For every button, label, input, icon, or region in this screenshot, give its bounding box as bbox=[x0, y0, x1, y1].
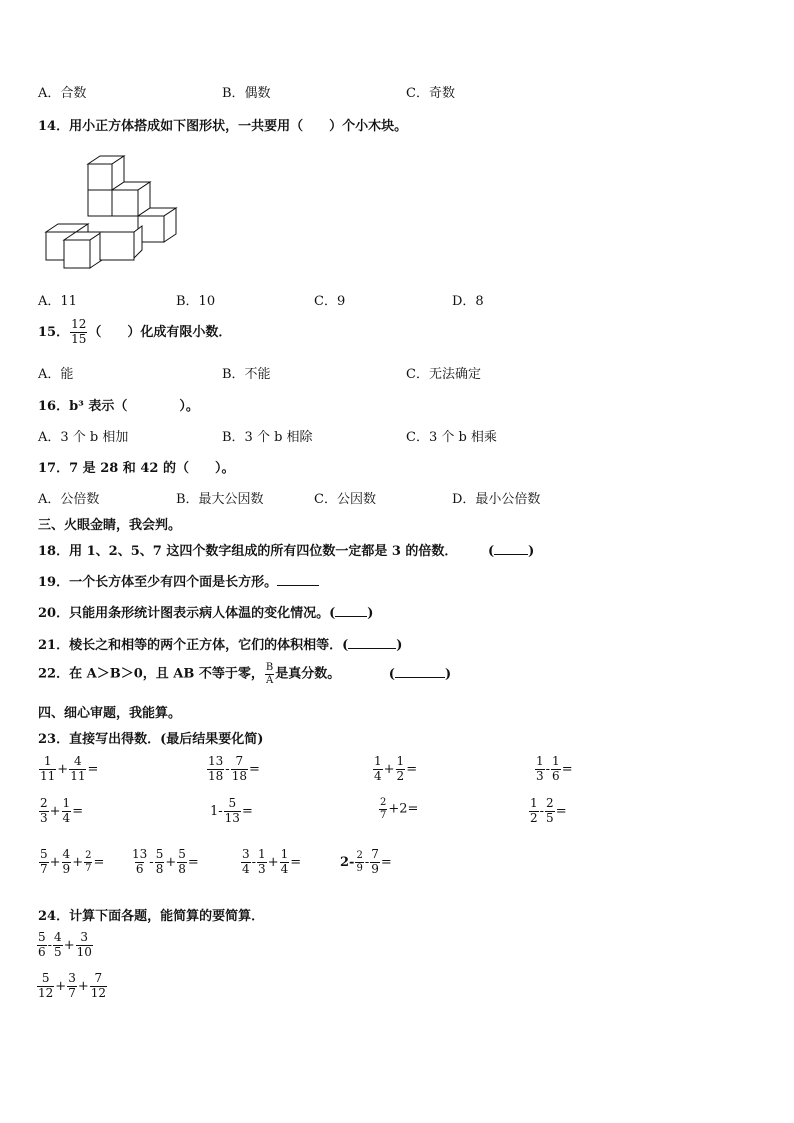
q23-r3-e3: $\frac{3}{4}$ - $\frac{1}{3}$ + $\frac{1}{4}$ = bbox=[242, 847, 302, 876]
q13-option-b: B．偶数 bbox=[222, 86, 271, 101]
q16-option-c: C．3 个 b 相乘 bbox=[406, 430, 497, 445]
q24-expr-1: $\frac{5}{6}$ - $\frac{4}{5}$ + $\frac{3}{10}$ bbox=[38, 930, 92, 959]
q18-text: 18．用 1、2、5、7 这四个数字组成的所有四位数一定都是 3 的倍数． bbox=[38, 544, 458, 559]
q23-r1-e3: $\frac{1}{4}$ + $\frac{1}{2}$ = bbox=[374, 754, 418, 783]
q20-text: 20．只能用条形统计图表示病人体温的变化情况。 bbox=[38, 606, 330, 621]
q22-pre: 22．在 A＞B＞0，且 AB 不等于零， bbox=[38, 666, 264, 682]
q21-answer-paren: ( ) bbox=[342, 638, 403, 653]
q23-r1-e1: $\frac{1}{11}$ + $\frac{4}{11}$ = bbox=[40, 754, 99, 783]
q15-option-a: A．能 bbox=[38, 367, 74, 382]
q23-r3-e1: $\frac{5}{7}$ + $\frac{4}{9}$ + $\frac{2}{7}$ = bbox=[40, 847, 105, 876]
answer-blank[interactable] bbox=[277, 585, 319, 586]
q17-option-a: A．公倍数 bbox=[38, 492, 100, 507]
q17-text: 17．7 是 28 和 42 的（ ）。 bbox=[38, 461, 235, 476]
answer-blank[interactable] bbox=[335, 616, 367, 617]
q14-option-b: B．10 bbox=[176, 294, 216, 309]
q14-option-a: A．11 bbox=[38, 294, 77, 309]
q17-option-c: C．公因数 bbox=[314, 492, 376, 507]
q23-r3-e2: $\frac{13}{6}$ - $\frac{5}{8}$ + $\frac{5}{8}$ = bbox=[132, 847, 199, 876]
q13-option-c: C．奇数 bbox=[406, 86, 455, 101]
q15-line bbox=[38, 318, 231, 347]
q23-text: 23．直接写出得数．(最后结果要化简) bbox=[38, 732, 264, 747]
q14-text: 14．用小正方体搭成如下图形状，一共要用（ ）个小木块。 bbox=[38, 119, 408, 134]
q17-option-b: B．最大公因数 bbox=[176, 492, 264, 507]
q15-text: （ ）化成有限小数． bbox=[88, 324, 232, 340]
q15-option-b: B．不能 bbox=[222, 367, 271, 382]
q16-text: 16．b³ 表示（ ）。 bbox=[38, 399, 199, 414]
section4-title: 四、细心审题，我能算。 bbox=[38, 706, 182, 721]
q23-r2-e3: $\frac{2}{7}$ +2= bbox=[380, 797, 419, 821]
q19-text: 19．一个长方体至少有四个面是长方形。 bbox=[38, 575, 278, 590]
q24-expr-2: $\frac{5}{12}$ + $\frac{3}{7}$ + $\frac{7}{12}$ bbox=[38, 971, 107, 1000]
q23-r1-e4: $\frac{1}{3}$ - $\frac{1}{6}$ = bbox=[536, 754, 573, 783]
q22-line bbox=[38, 662, 451, 686]
q17-option-d: D．最小公倍数 bbox=[452, 492, 541, 507]
q22-fraction: $\frac{B}{A}$ bbox=[265, 662, 274, 686]
q15-option-c: C．无法确定 bbox=[406, 367, 481, 382]
q14-option-d: D．8 bbox=[452, 294, 484, 309]
q18-answer-paren: ( ) bbox=[487, 544, 535, 559]
section3-title: 三、火眼金睛，我会判。 bbox=[38, 518, 182, 533]
q15-fraction: $\frac{12}{15}$ bbox=[71, 317, 87, 346]
q23-r2-e2: 1- $\frac{5}{13}$ = bbox=[210, 796, 253, 825]
q15-number: 15． bbox=[38, 324, 70, 340]
q21-line bbox=[38, 634, 402, 653]
q16-option-b: B．3 个 b 相除 bbox=[222, 430, 313, 445]
q16-option-a: A．3 个 b 相加 bbox=[38, 430, 129, 445]
q19-line bbox=[38, 571, 319, 590]
q21-text: 21．棱长之和相等的两个正方体，它们的体积相等． bbox=[38, 638, 343, 653]
q23-r1-e2: $\frac{13}{18}$ - $\frac{7}{18}$ = bbox=[208, 754, 260, 783]
q23-r2-e1: $\frac{2}{3}$ + $\frac{1}{4}$ = bbox=[40, 796, 84, 825]
q22-post: 是真分数。 bbox=[275, 666, 341, 682]
q24-text: 24．计算下面各题，能简算的要简算． bbox=[38, 909, 265, 924]
answer-blank[interactable] bbox=[494, 554, 528, 555]
q18-line bbox=[38, 540, 534, 559]
q23-r2-e4: $\frac{1}{2}$ - $\frac{2}{5}$ = bbox=[530, 796, 567, 825]
q13-option-a: A．合数 bbox=[38, 86, 87, 101]
cube-stack-figure bbox=[44, 154, 184, 272]
q20-line bbox=[38, 602, 373, 621]
answer-blank[interactable] bbox=[395, 677, 445, 678]
q23-r3-e4: 2- $\frac{2}{9}$ - $\frac{7}{9}$ = bbox=[340, 847, 392, 876]
q14-option-c: C．9 bbox=[314, 294, 346, 309]
q22-answer-paren: ( ) bbox=[388, 666, 452, 682]
answer-blank[interactable] bbox=[348, 648, 396, 649]
q20-answer-paren: ( ) bbox=[329, 606, 374, 621]
